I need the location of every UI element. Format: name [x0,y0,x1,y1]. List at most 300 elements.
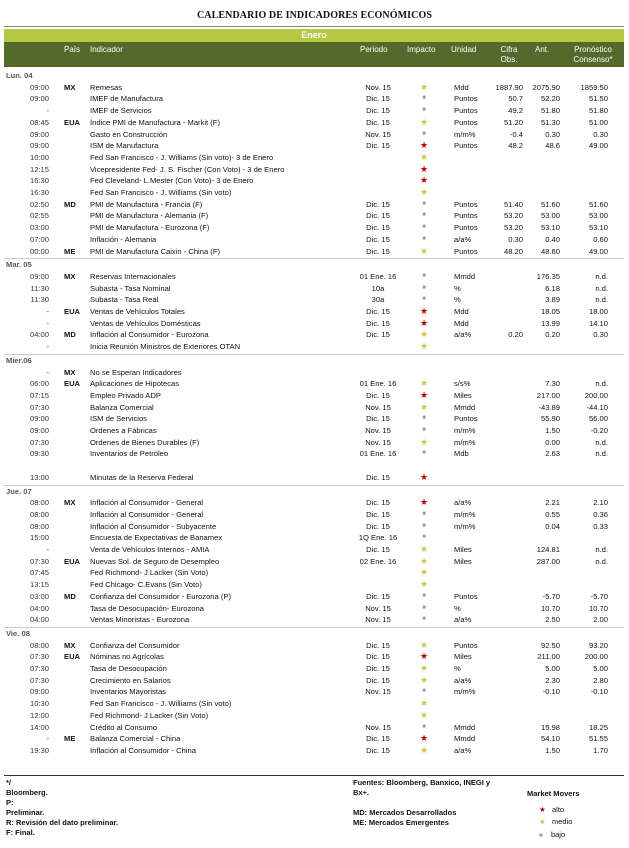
cell-ant: 1.50 [545,426,560,435]
cell-pro: 2.80 [593,675,608,685]
cell-time: 09:00 [29,271,49,281]
table-row [4,152,624,163]
table-row [4,413,624,424]
cell-time: - [46,318,49,328]
cell-pro: 0.30 [593,129,608,139]
cell-pro: -5.70 [590,591,608,601]
day-label: Mar. 05 [6,260,32,270]
cell-per: Dic. 15 [366,246,390,256]
cell-time: 07:30 [29,556,49,566]
cell-uni: Mdd [454,318,469,328]
star-icon: ★ [419,663,429,673]
cell-ind: PMI de Manufactura - Francia (F) [90,199,203,209]
square-icon: ■ [422,224,426,231]
cell-ind: Tasa de Desocupación [90,664,167,673]
cell-time: 11:30 [30,295,49,305]
cell-pro: 18.25 [588,722,608,732]
cell-per: Dic. 15 [366,498,390,508]
cell-time: 07:15 [29,390,49,400]
cell-time: 03:00 [29,223,49,233]
cell-pro: 1859.50 [580,82,608,92]
cell-per: Nov. 15 [365,722,391,732]
table-row [4,129,624,140]
square-icon: ■ [422,212,426,219]
cell-ind: Inicia Reunión Ministros de Exteriores OTAN [90,342,241,352]
cell-per: Dic. 15 [366,509,390,519]
cell-uni: Mdd [454,82,469,92]
cell-uni: Puntos [454,211,478,221]
cell-cifra: 1887.90 [495,82,523,92]
star-icon: ★ [419,341,429,352]
table-row [4,210,624,221]
cell-ant: 2.21 [545,498,560,508]
cell-per: Dic. 15 [366,94,390,104]
square-icon: ■ [422,415,426,422]
table-row [4,306,624,317]
cell-ant: 2075.90 [532,82,560,92]
cell-ant: 54.10 [540,734,560,744]
table-row [4,271,624,282]
cell-pais: ME [64,734,76,744]
cell-pais: EUA [64,117,81,127]
cell-pro: 51.00 [588,117,608,127]
cell-uni: a/a% [454,675,472,685]
cell-uni: Puntos [454,640,478,650]
table-row [4,437,624,448]
cell-uni: m/m% [454,687,476,697]
cell-cifra: 49.2 [508,106,523,116]
cell-ind: Ventas Minoristas - Eurozona [90,615,190,625]
star-icon: ★ [419,140,429,151]
table-row [4,329,624,340]
cell-uni: Puntos [454,106,478,116]
legend-bajo: ■ bajo [539,830,566,839]
cell-cifra: 51.40 [503,199,523,209]
cell-time: - [46,367,49,377]
table-row [4,448,624,459]
cell-ant: 5.00 [545,664,560,673]
cell-uni: m/m% [454,521,476,531]
cell-per: Dic. 15 [366,745,390,755]
cell-cifra: -0.4 [509,129,523,139]
star-icon: ★ [419,378,429,389]
square-icon: ■ [422,235,426,242]
cell-ant: 2.63 [545,449,560,459]
cell-time: 19:30 [29,745,49,755]
cell-cifra: 48.20 [503,246,523,256]
cell-uni: Mmdd [454,402,476,412]
cell-time: 16:30 [29,176,49,186]
cell-per: Nov. 15 [365,615,391,625]
cell-ind: Ordenes a Fábricas [90,426,157,435]
square-icon: ■ [422,688,426,695]
cell-pais: ME [64,246,76,256]
star-icon: ★ [419,567,429,578]
legend-medio: ★ medio [539,817,573,826]
cell-uni: Miles [454,545,472,554]
col-pronostico: Pronóstico Consenso* [573,45,613,64]
cell-uni: Mdd [454,307,469,316]
cell-uni: Puntos [454,94,478,104]
cell-cifra: 51.20 [503,117,523,127]
cell-ind: Nóminas no Agrícolas [90,652,164,662]
table-row [4,175,624,186]
table-row [4,663,624,674]
cell-time: 13:00 [29,472,49,482]
star-icon: ★ [419,497,429,508]
square-icon: ■ [422,522,426,529]
cell-ant: 51.30 [540,117,560,127]
cell-per: Dic. 15 [366,106,390,116]
cell-time: 08:00 [29,521,49,531]
table-row [4,367,624,378]
cell-per: Nov. 15 [365,426,391,435]
cell-ant: 52.20 [540,94,560,104]
cell-per: Nov. 15 [365,82,391,92]
cell-pro: 56.00 [588,414,608,424]
star-icon: ★ [419,317,429,328]
cell-ind: Inflación al Consumidor - China [90,745,196,755]
star-icon: ★ [539,805,546,814]
cell-ant: 92.50 [540,640,560,650]
cell-uni: % [454,295,461,305]
cell-per: Dic. 15 [366,117,390,127]
cell-pro: n.d. [595,271,608,281]
cell-per: Nov. 15 [365,129,391,139]
cell-pro: 0.33 [593,521,608,531]
cell-pro: 53.10 [588,223,608,233]
cell-ant: 53.00 [540,211,560,221]
cell-per: Dic. 15 [366,330,390,340]
cell-uni: Puntos [454,141,478,151]
star-icon: ★ [419,436,429,447]
square-icon: ■ [422,200,426,207]
table-row [4,722,624,733]
cell-ant: 2.30 [545,675,560,685]
table-row [4,318,624,329]
cell-time: 10:30 [29,699,49,709]
cell-per: Dic. 15 [366,521,390,531]
square-icon: ■ [422,107,426,114]
cell-per: Dic. 15 [366,234,390,244]
cell-pro: n.d. [595,449,608,459]
col-impacto: Impacto [407,45,436,54]
cell-pro: 5.00 [593,664,608,673]
cell-pro: n.d. [595,545,608,554]
table-row [4,425,624,436]
cell-time: 14:00 [29,722,49,732]
cell-ant: 0.00 [545,437,560,447]
cell-pais: MD [64,330,76,340]
cell-time: 09:00 [29,426,49,435]
cell-ind: Crédito al Consumo [90,722,158,732]
cell-per: 1Q Ene. 16 [358,533,398,543]
cell-pais: MX [64,271,76,281]
cell-ind: Inflación al Consumidor - General [90,498,204,508]
cell-ant: -0.10 [542,687,560,697]
legend-title: Market Movers [527,789,580,798]
square-icon: ■ [422,616,426,623]
cell-per: Dic. 15 [366,199,390,209]
cell-per: Dic. 15 [366,414,390,424]
table-row [4,521,624,532]
cell-ind: Balanza Comercial - China [90,734,181,744]
cell-time: 12:00 [29,710,49,720]
day-label: Mier.06 [6,355,32,365]
table-row [4,341,624,352]
cell-time: 07:00 [29,234,49,244]
cell-uni: a/a% [454,615,472,625]
cell-ind: Confianza del Consumidor [90,640,180,650]
cell-time: 12:15 [29,164,49,174]
cell-uni: Mmdd [454,734,476,744]
cell-ind: Reservas Internacionales [90,271,176,281]
cell-pro: 1.70 [593,745,608,755]
cell-per: Dic. 15 [366,734,390,744]
cell-ind: Fed San Francisco - J. Williams (Sin voto) [90,188,232,197]
cell-pro: -0.10 [590,687,608,697]
cell-ind: Inflación al Consumidor - Subyacente [90,521,217,531]
cell-uni: Mdb [454,449,469,459]
square-icon: ■ [422,510,426,517]
cell-pro: 200.00 [584,652,608,662]
cell-pais: EUA [64,556,81,566]
cell-ant: 55.90 [540,414,560,424]
square-icon: ■ [422,450,426,457]
table-row [4,390,624,401]
cell-time: 09:00 [29,82,49,92]
cell-pro: 49.00 [588,141,608,151]
star-icon: ★ [419,389,429,400]
cell-pro: 0.30 [593,330,608,340]
cell-pro: -0.20 [590,426,608,435]
cell-per: Dic. 15 [366,141,390,151]
cell-ant: 211.00 [537,652,560,662]
cell-uni: Puntos [454,246,478,256]
cell-time: 06:00 [29,379,49,389]
cell-pro: 2.00 [593,615,608,625]
star-icon: ★ [419,401,429,412]
star-icon: ★ [419,245,429,256]
table-row [4,199,624,210]
cell-ind: Empleo Privado ADP [90,390,161,400]
star-icon: ★ [419,579,429,590]
cell-uni: Miles [454,556,472,566]
square-icon: ■ [422,284,426,291]
table-row [4,567,624,578]
table-row [4,497,624,508]
table-row [4,105,624,116]
star-icon: ★ [419,674,429,685]
square-icon: ■ [422,592,426,599]
cell-ind: Fed Richmond- J.Lacker (Sin Voto) [90,568,209,578]
col-indicador: Indicador [90,45,123,54]
star-icon: ★ [419,555,429,566]
cell-uni: a/a% [454,330,472,340]
cell-pro: 51.50 [588,94,608,104]
cell-uni: m/m% [454,437,476,447]
col-pais: País [64,45,81,54]
cell-per: Dic. 15 [366,640,390,650]
cell-uni: Mmdd [454,271,476,281]
cell-ind: Nuevas Sol. de Seguro de Desempleo [90,556,220,566]
cell-uni: Puntos [454,199,478,209]
cell-ind: Fed Chicago- C.Evans (Sin Voto) [90,580,202,590]
table-row [4,640,624,651]
table-row [4,686,624,697]
cell-pro: 0.60 [593,234,608,244]
star-icon: ★ [419,151,429,162]
table-row [4,402,624,413]
cell-ant: 15.98 [540,722,560,732]
cell-time: - [46,106,49,116]
cell-time: 04:00 [29,603,49,613]
table-row [4,603,624,614]
square-icon: ■ [422,95,426,102]
cell-ant: 51.80 [540,106,560,116]
cell-time: 10:00 [29,152,49,162]
cell-ind: IMEF de Servicios [90,106,152,116]
square-icon: ■ [422,604,426,611]
table-row [4,532,624,543]
cell-per: Nov. 15 [365,437,391,447]
cell-ant: 48.6 [545,141,560,151]
cell-per: Dic. 15 [366,211,390,221]
cell-pais: EUA [64,379,81,389]
cell-uni: % [454,603,461,613]
cell-ind: Aplicaciones de Hipotecas [90,379,180,389]
cell-time: 16:30 [29,188,49,197]
cell-ind: Crecimiento en Salarios [90,675,171,685]
table-row [4,222,624,233]
cell-time: 04:00 [29,330,49,340]
star-icon: ★ [419,698,429,709]
day-label: Lun. 04 [6,71,33,80]
cell-uni: % [454,664,461,673]
month-band [4,29,624,42]
month-label: Enero [301,30,327,40]
table-row [4,651,624,662]
cell-time: - [46,342,49,352]
table-row [4,591,624,602]
cell-ind: Minutas de la Reserva Federal [90,472,194,482]
table-row [4,140,624,151]
cell-ind: Fed Richmond- J.Lacker (Sin Voto) [90,710,209,720]
star-icon: ★ [419,81,429,92]
cell-ind: PMI de Manufactura Caixin - China (F) [90,246,220,256]
cell-per: Nov. 15 [365,402,391,412]
cell-pro: n.d. [595,556,608,566]
cell-ind: ISM de Manufactura [90,141,159,151]
cell-cifra: 0.30 [508,234,523,244]
cell-pro: 51.55 [588,734,608,744]
cell-time: 00:00 [29,246,49,256]
star-icon: ★ [419,471,429,482]
cell-pro: 200.00 [584,390,608,400]
table-row [4,460,624,471]
cell-per: Dic. 15 [366,390,390,400]
table-row [4,675,624,686]
star-icon: ★ [419,651,429,662]
star-icon: ★ [419,175,429,186]
cell-time: - [46,545,49,554]
cell-uni: m/m% [454,426,476,435]
star-icon: ★ [419,116,429,127]
cell-ind: Inventarios de Petróleo [90,449,169,459]
cell-pro: n.d. [595,295,608,305]
cell-pro: 0.36 [593,509,608,519]
cell-pais: MD [64,591,76,601]
cell-time: 07:30 [29,437,49,447]
cell-pais: MX [64,367,76,377]
cell-pro: n.d. [595,437,608,447]
table-row [4,472,624,483]
cell-ind: Remesas [90,82,123,92]
cell-time: 09:30 [29,449,49,459]
cell-per: 02 Ene. 16 [359,556,397,566]
cell-per: 10a [371,283,385,293]
cell-cifra: 0.20 [508,330,523,340]
cell-time: 07:30 [29,402,49,412]
cell-time: 03:00 [29,591,49,601]
cell-pro: n.d. [595,283,608,293]
table-row [4,614,624,625]
cell-time: 07:30 [29,664,49,673]
cell-cifra: 48.2 [508,141,523,151]
cell-pais: MX [64,640,76,650]
cell-per: Dic. 15 [366,545,390,554]
cell-pais: MD [64,199,76,209]
star-icon: ★ [419,744,429,755]
table-row [4,117,624,128]
cell-ind: Tasa de Desocupación- Eurozona [90,603,204,613]
day-label: Vie. 08 [6,628,30,638]
cell-time: 09:00 [29,129,49,139]
cell-ind: Confianza del Consumidor - Eurozona (P) [90,591,231,601]
cell-uni: m/m% [454,129,476,139]
cell-time: 07:30 [29,675,49,685]
cell-per: Nov. 15 [365,687,391,697]
cell-per: 01 Ene. 16 [359,449,397,459]
cell-per: Nov. 15 [365,603,391,613]
cell-time: 09:00 [29,94,49,104]
cell-ind: Inflación al Consumidor - Eurozona [90,330,209,340]
cell-per: Dic. 15 [366,223,390,233]
cell-ant: 3.89 [545,295,560,305]
cell-time: 09:00 [29,414,49,424]
cell-ant: 53.10 [540,223,560,233]
cell-ind: Subasta - Tasa Nominal [90,283,171,293]
cell-time: 07:30 [29,652,49,662]
cell-ant: 0.30 [545,129,560,139]
star-icon: ★ [419,329,429,340]
square-icon: ■ [422,272,426,279]
cell-time: 15:00 [29,533,49,543]
cell-ind: Gasto en Construcción [90,129,168,139]
table-row [4,82,624,93]
cell-ant: -43.89 [538,402,560,412]
cell-ind: Venta de Vehículos Internos - AMIA [90,545,210,554]
cell-pro: 2.10 [593,498,608,508]
table-row [4,283,624,294]
cell-time: 04:00 [29,615,49,625]
cell-uni: a/a% [454,234,472,244]
footer-divider [4,775,624,776]
cell-ant: 6.18 [545,283,560,293]
cell-ant: 48.60 [540,246,560,256]
cell-per: 01 Ene. 16 [359,379,397,389]
col-cifra: Cifra Obs. [500,45,518,64]
